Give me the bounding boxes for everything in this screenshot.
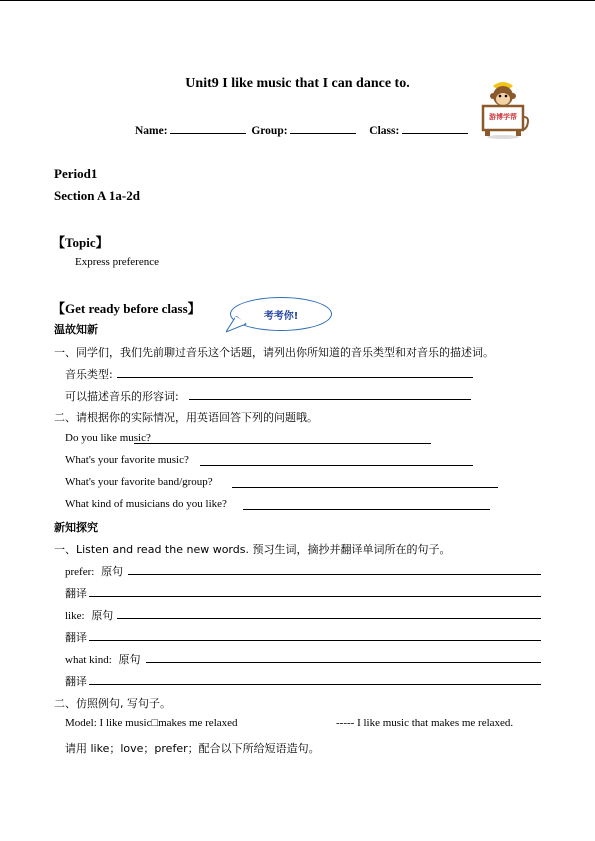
translation-label: 翻译 (65, 587, 87, 600)
review-q2-answer[interactable] (134, 443, 431, 444)
section-heading: Section A 1a-2d (54, 188, 140, 203)
page-title: Unit9 I like music that I can dance to. (185, 76, 410, 91)
translation-line[interactable] (89, 640, 541, 641)
translation-label: 翻译 (65, 675, 87, 688)
review-q1-a-answer[interactable] (117, 377, 473, 378)
class-label: Class: (369, 125, 400, 137)
review-q1-a-label: 音乐类型: (65, 368, 113, 381)
original-sentence-line[interactable] (128, 574, 541, 575)
review-q1: 一、同学们，我们先前聊过音乐这个话题，请列出你所知道的音乐类型和对音乐的描述词。 (54, 346, 494, 359)
badge-label: 游博学帮 (489, 113, 517, 121)
group-label: Group: (251, 125, 288, 137)
model-answer: ----- I like music that makes me relaxed. (336, 717, 514, 729)
model-sentence: Model: I like music□makes me relaxed (65, 717, 238, 729)
speech-bubble-text: 考考你! (263, 311, 299, 322)
review-q2-answer[interactable] (243, 509, 490, 510)
review-q1-b-answer[interactable] (189, 399, 471, 400)
top-rule (0, 0, 595, 1)
review-q2-item: What kind of musicians do you like? (65, 498, 227, 510)
word-item (65, 563, 123, 579)
topic-heading: 【Topic】 (52, 235, 109, 250)
word-item (65, 607, 113, 623)
name-label: Name: (135, 125, 168, 137)
original-sentence-label: 原句 (118, 653, 141, 666)
original-sentence-line[interactable] (146, 662, 541, 663)
translation-line[interactable] (89, 596, 541, 597)
review-q2-answer[interactable] (200, 465, 473, 466)
word-label: what kind: (65, 654, 112, 666)
translation-line[interactable] (89, 684, 541, 685)
new-q2: 二、仿照例句, 写句子。 (54, 697, 171, 710)
word-label: like: (65, 610, 85, 622)
review-q2-answer[interactable] (232, 487, 498, 488)
original-sentence-label: 原句 (101, 565, 124, 578)
review-heading: 温故知新 (54, 323, 98, 336)
speech-bubble-tail-icon (226, 316, 248, 334)
review-q2-item: Do you like music? (65, 432, 151, 444)
original-sentence-label: 原句 (91, 609, 114, 622)
topic-text: Express preference (75, 256, 159, 268)
new-knowledge-heading: 新知探究 (54, 521, 98, 534)
new-q1: 一、Listen and read the new words. 预习生词，摘抄并翻译单词所在的句子。 (54, 543, 451, 556)
class-field[interactable] (402, 122, 468, 134)
name-field[interactable] (170, 122, 246, 134)
review-q2-item: What's your favorite music? (65, 454, 189, 466)
period-heading: Period1 (54, 166, 98, 181)
name-row (135, 122, 468, 137)
translation-label: 翻译 (65, 631, 87, 644)
group-field[interactable] (290, 122, 356, 134)
monkey-badge-icon (473, 78, 533, 140)
review-q1-b-label: 可以描述音乐的形容词: (65, 390, 179, 403)
get-ready-heading: 【Get ready before class】 (52, 301, 201, 316)
review-q2-item: What's your favorite band/group? (65, 476, 213, 488)
review-q2: 二、请根据你的实际情况，用英语回答下列的问题哦。 (54, 411, 318, 424)
original-sentence-line[interactable] (117, 618, 541, 619)
word-item (65, 651, 141, 667)
word-label: prefer: (65, 566, 95, 578)
instruction-text: 请用 like；love；prefer；配合以下所给短语造句。 (65, 742, 320, 755)
